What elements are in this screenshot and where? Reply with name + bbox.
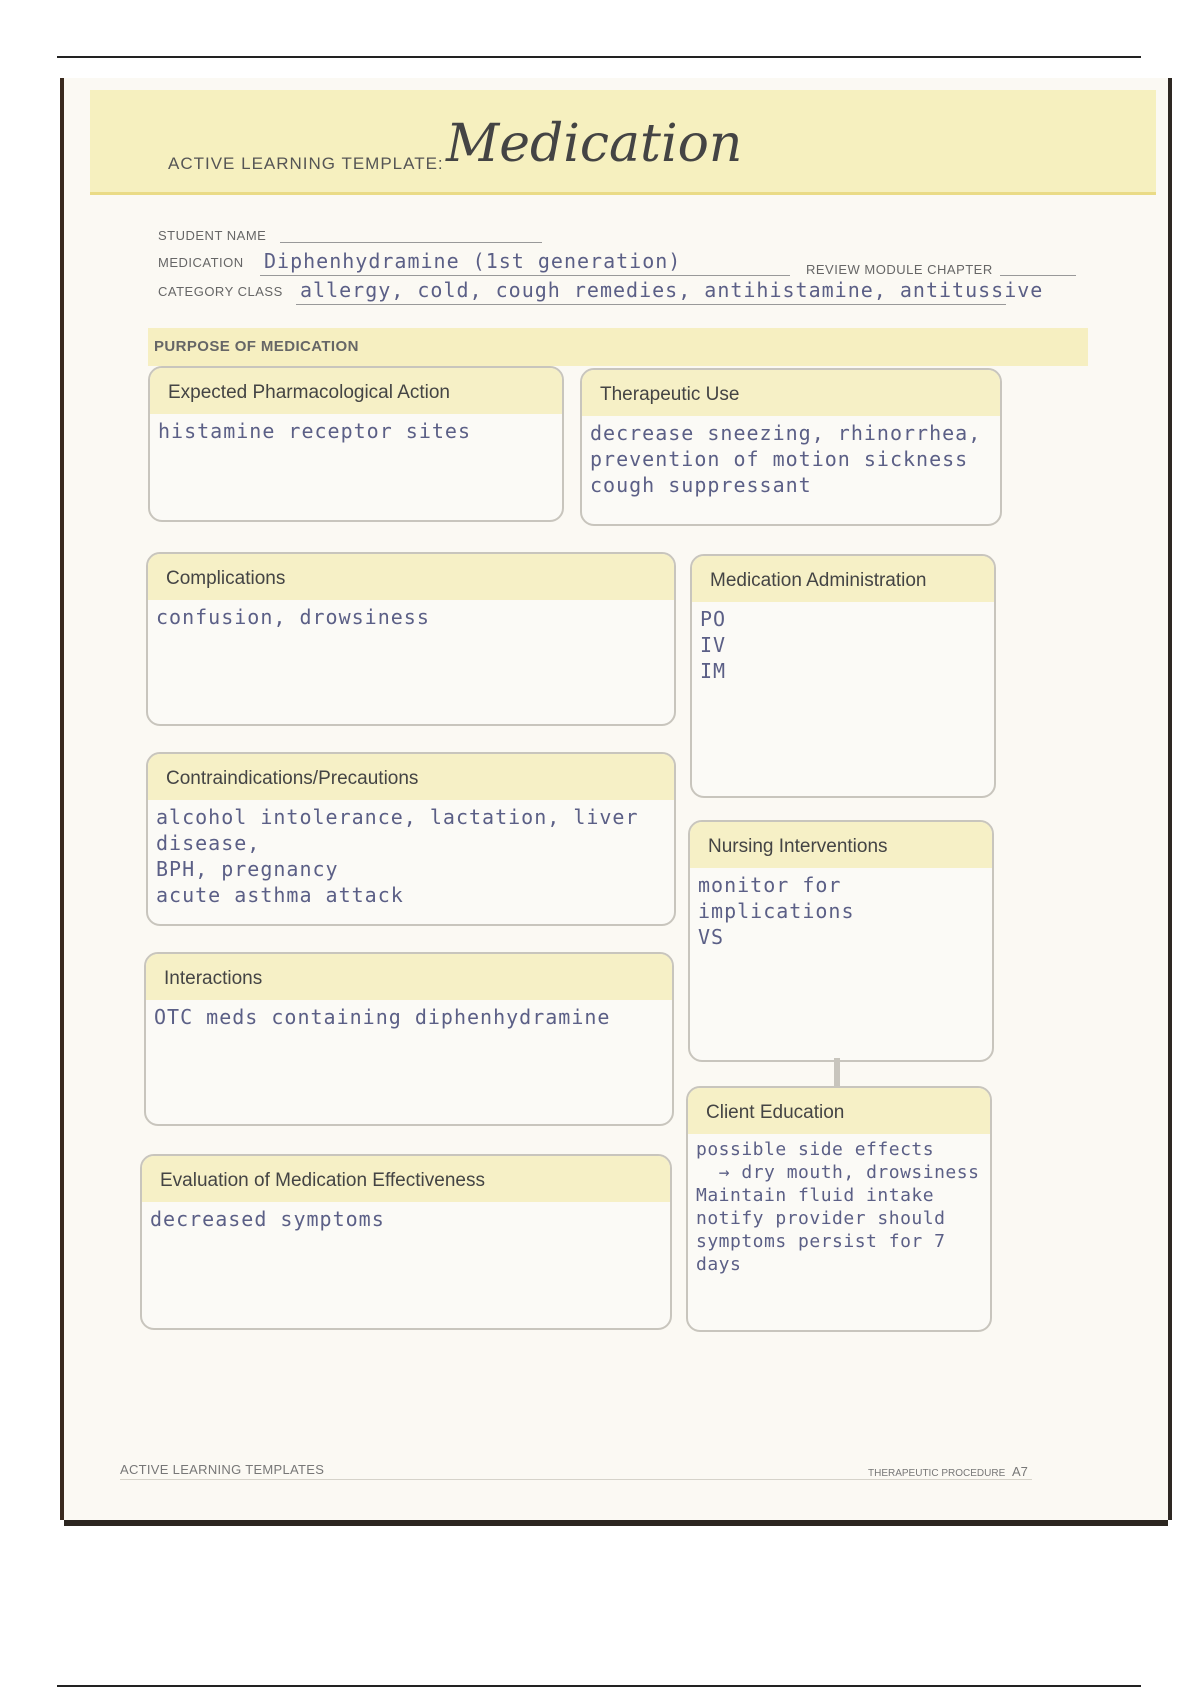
pharm-action-content[interactable]: histamine receptor sites [158, 419, 471, 443]
footer-left: ACTIVE LEARNING TEMPLATES [120, 1462, 325, 1477]
evaluation-title: Evaluation of Medication Effectiveness [142, 1156, 670, 1202]
complications-content[interactable]: confusion, drowsiness [156, 605, 430, 629]
student-name-line [280, 242, 542, 243]
interactions-box [144, 952, 674, 1126]
therapeutic-use-box [580, 368, 1002, 526]
nursing-interventions-content[interactable]: monitor for implications VS [698, 873, 855, 949]
therapeutic-use-content[interactable]: decrease sneezing, rhinorrhea, prevention of motion sickness cough suppressant [590, 421, 982, 497]
med-admin-title: Medication Administration [692, 556, 994, 602]
worksheet-page [64, 78, 1168, 1520]
category-value[interactable]: allergy, cold, cough remedies, antihistamine, antitussive [300, 278, 1044, 302]
review-module-label: REVIEW MODULE CHAPTER [806, 262, 993, 277]
evaluation-box [140, 1154, 672, 1330]
medication-label: MEDICATION [158, 255, 244, 270]
bottom-rule [57, 1685, 1141, 1687]
complications-title: Complications [148, 554, 674, 600]
pharm-action-box [148, 366, 564, 522]
contraindications-box [146, 752, 676, 926]
top-rule [57, 56, 1141, 58]
complications-box [146, 552, 676, 726]
box-connector [834, 1058, 840, 1088]
medication-line [260, 275, 790, 276]
review-module-line [1000, 275, 1076, 276]
category-line [296, 304, 1006, 305]
footer-right: THERAPEUTIC PROCEDURE [868, 1468, 1006, 1479]
med-admin-content[interactable]: PO IV IM [700, 607, 727, 683]
contraindications-content[interactable]: alcohol intolerance, lactation, liver disease, BPH, pregnancy acute asthma attack [156, 805, 639, 907]
nursing-interventions-title: Nursing Interventions [690, 822, 992, 868]
footer-page-number: A7 [1012, 1464, 1028, 1479]
therapeutic-use-title: Therapeutic Use [582, 370, 1000, 416]
purpose-band [148, 328, 1088, 366]
pharm-action-title: Expected Pharmacological Action [150, 368, 562, 414]
client-education-title: Client Education [688, 1088, 990, 1134]
med-admin-box [690, 554, 996, 798]
medication-value[interactable]: Diphenhydramine (1st generation) [264, 249, 682, 273]
client-education-content[interactable]: possible side effects → dry mouth, drowsiness Maintain fluid intake notify provider should symptoms persist for 7 days [696, 1139, 980, 1275]
template-label: ACTIVE LEARNING TEMPLATE: [168, 154, 444, 173]
student-name-label: STUDENT NAME [158, 228, 267, 243]
nursing-interventions-box [688, 820, 994, 1062]
template-title: Medication [446, 114, 743, 174]
interactions-title: Interactions [146, 954, 672, 1000]
client-education-box [686, 1086, 992, 1332]
footer-line [120, 1479, 1032, 1480]
purpose-label: PURPOSE OF MEDICATION [154, 338, 359, 355]
interactions-content[interactable]: OTC meds containing diphenhydramine [154, 1005, 611, 1029]
contraindications-title: Contraindications/Precautions [148, 754, 674, 800]
evaluation-content[interactable]: decreased symptoms [150, 1207, 385, 1231]
category-label: CATEGORY CLASS [158, 284, 283, 299]
